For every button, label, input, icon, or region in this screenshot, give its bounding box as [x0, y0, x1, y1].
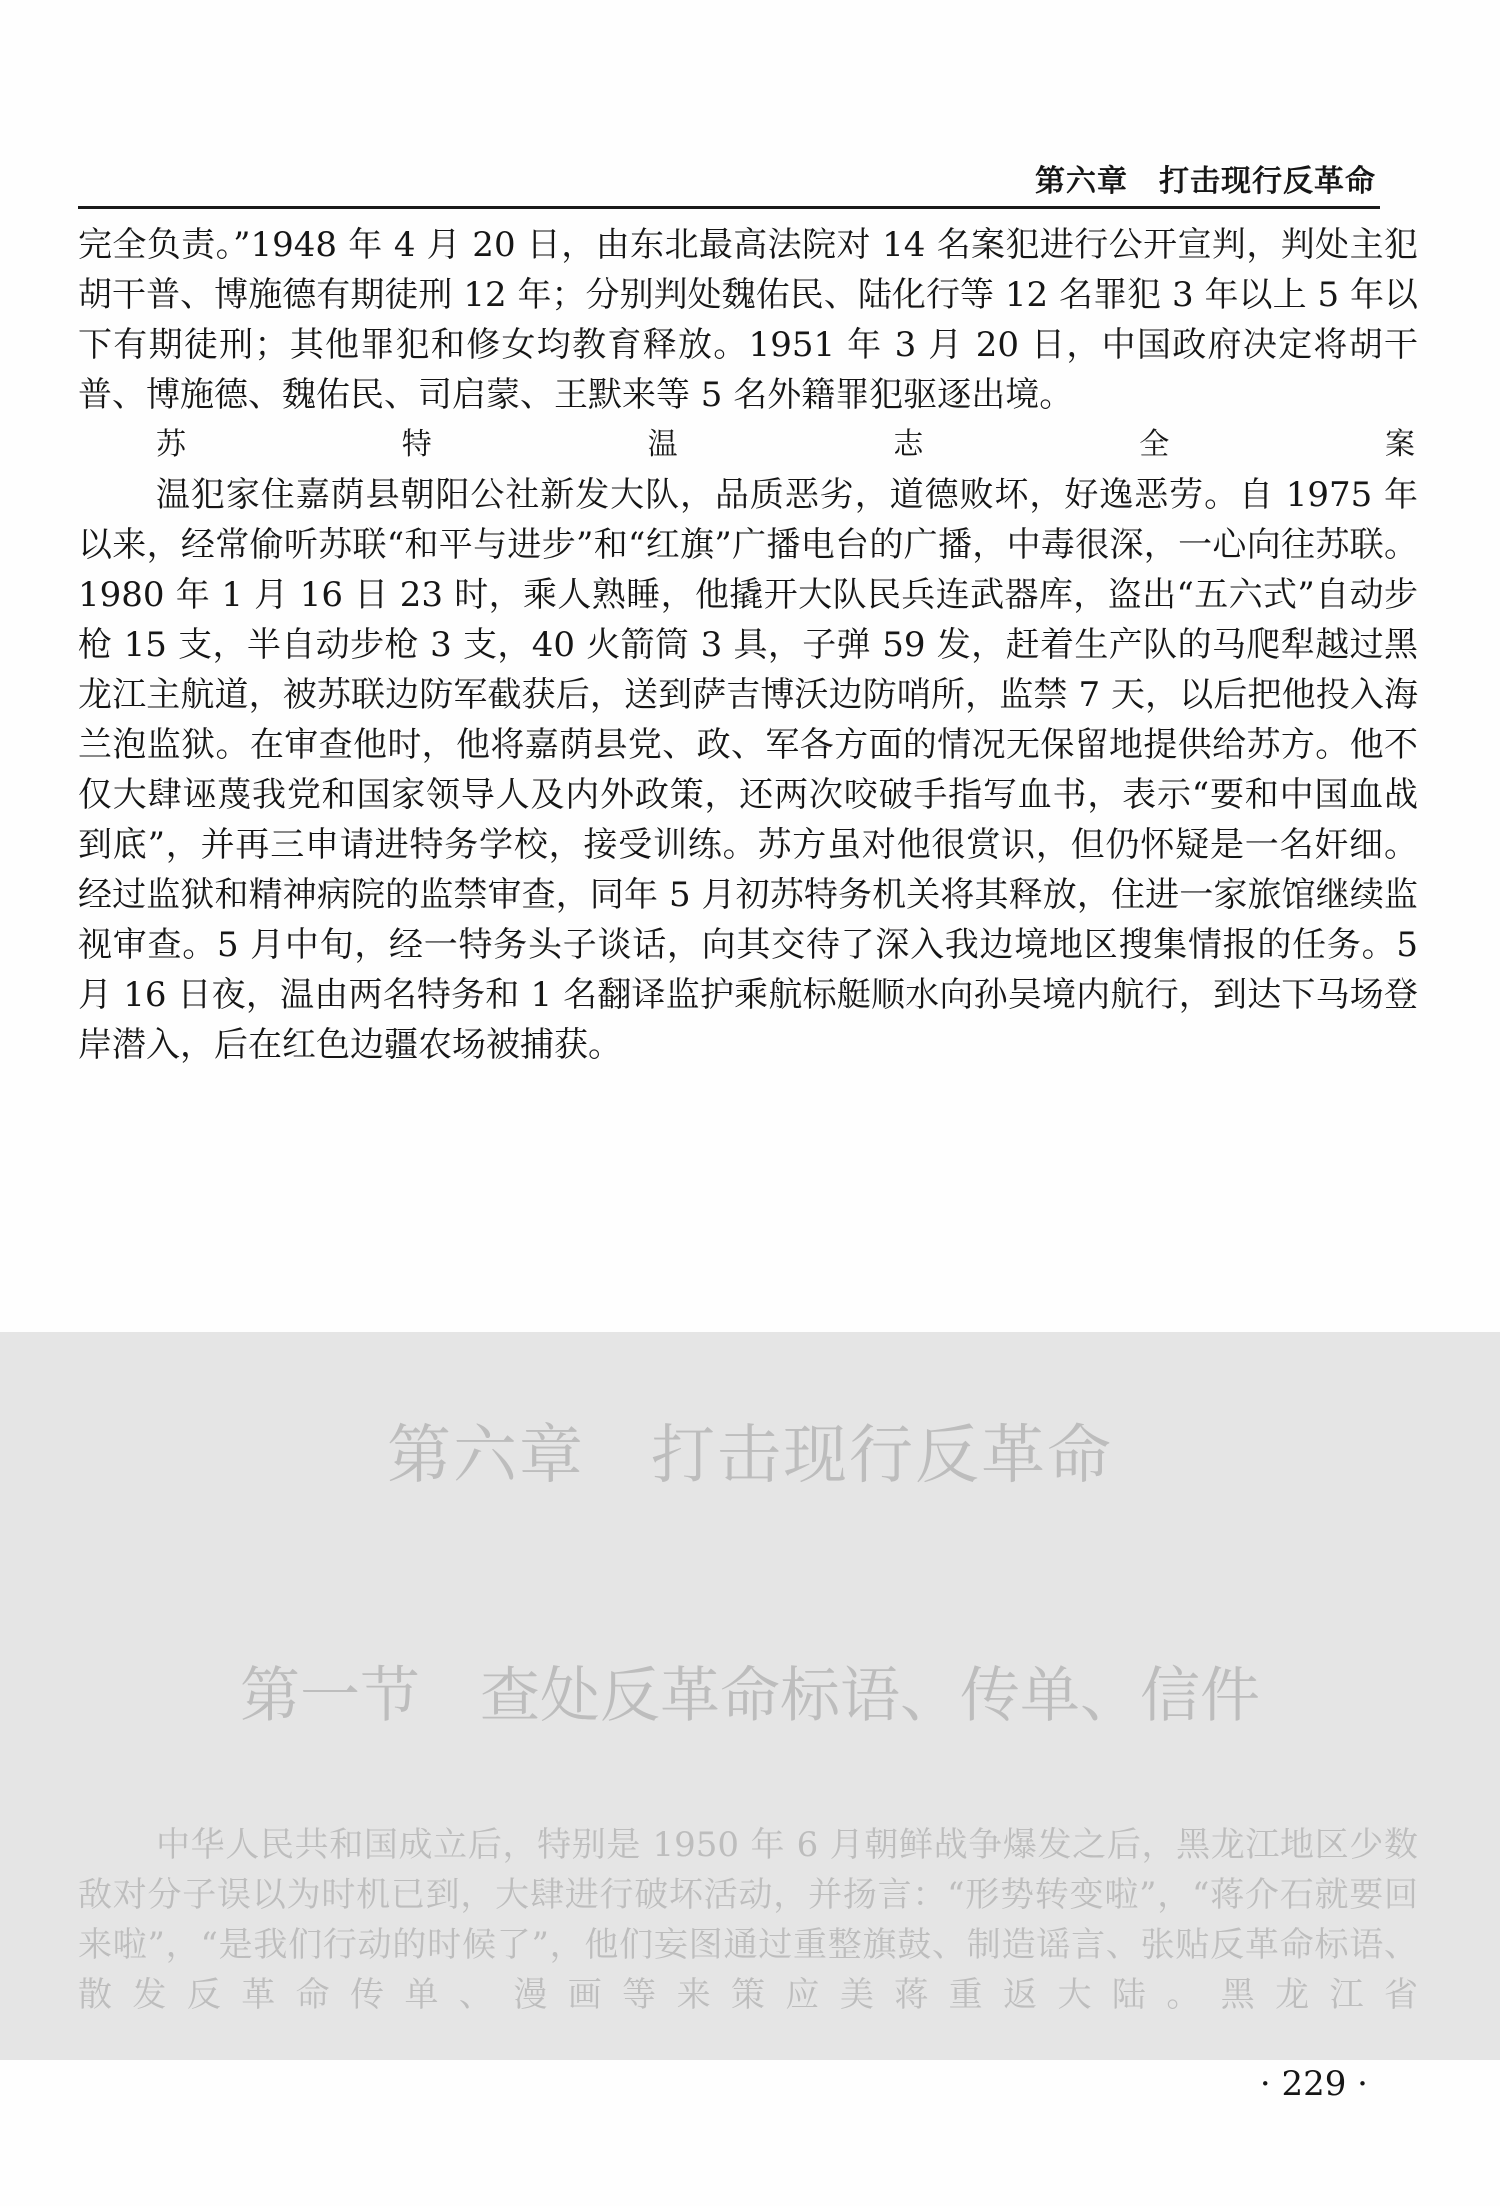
page-number: · 229 · — [1259, 2064, 1368, 2104]
preview-chapter-title: 第六章 打击现行反革命 — [387, 1419, 1113, 1493]
paragraph-case: 温犯家住嘉荫县朝阳公社新发大队，品质恶劣，道德败坏，好逸恶劳。自 1975 年以来，经常偷听苏联“和平与进步”和“红旗”广播电台的广播，中毒很深，一心向往苏联。1980 年 1 月 16 日 23 时，乘人熟睡，他撬开大队民兵连武器库，盗出“五六式”自动步枪 15 支，半自动步枪 3 支，40 火箭筒 3 具，子弹 59 发，赶着生产队的马爬犁越过黑龙江主航道，被苏联边防军截获后，送到萨吉博沃边防哨所，监禁 7 天，以后把他投入海兰泡监狱。在审查他时，他将嘉荫县党、政、军各方面的情况无保留地提供给苏方。他不仅大肆诬蔑我党和国家领导人及内外政策，还两次咬破手指写血书，表示“要和中国血战到底”，并再三申请进特务学校，接受训练。苏方虽对他很赏识，但仍怀疑是一名奸细。经过监狱和精神病院的监禁审查，同年 5 月初苏特务机关将其释放，住进一家旅馆继续监视审查。5 月中旬，经一特务头子谈话，向其交待了深入我边境地区搜集情报的任务。5 月 16 日夜，温由两名特务和 1 名翻译监护乘航标艇顺水向孙吴境内航行，到达下马场登岸潜入，后在红色边疆农场被捕获。 — [78, 475, 1418, 1065]
preview-text — [78, 1820, 1418, 2020]
preview-paragraph: 中华人民共和国成立后，特别是 1950 年 6 月朝鲜战争爆发之后，黑龙江地区少数敌对分子误以为时机已到，大肆进行破坏活动，并扬言：“形势转变啦”，“蒋介石就要回来啦”，“是我们行动的时候了”，他们妄图通过重整旗鼓、制造谣言、张贴反革命标语、散发反革命传单、漫画等来策应美蒋重返大陆。黑龙江省 — [78, 1825, 1418, 2015]
running-header-title: 第六章 打击现行反革命 — [1035, 164, 1376, 199]
preview-section-title: 第一节 查处反革命标语、传单、信件 — [240, 1661, 1260, 1731]
case-heading: 苏特温志全案 — [156, 427, 1418, 462]
paragraph-verdict: 完全负责。”1948 年 4 月 20 日，由东北最高法院对 14 名案犯进行公开宣判，判处主犯胡干普、博施德有期徒刑 12 年；分别判处魏佑民、陆化行等 12 名罪犯 3 年以上 5 年以下有期徒刑；其他罪犯和修女均教育释放。1951 年 3 月 20 日，中国政府决定将胡干普、博施德、魏佑民、司启蒙、王默来等 5 名外籍罪犯驱逐出境。 — [78, 225, 1418, 415]
next-chapter-preview — [0, 1332, 1500, 2060]
running-header — [78, 150, 1380, 209]
main-text — [78, 220, 1418, 1070]
